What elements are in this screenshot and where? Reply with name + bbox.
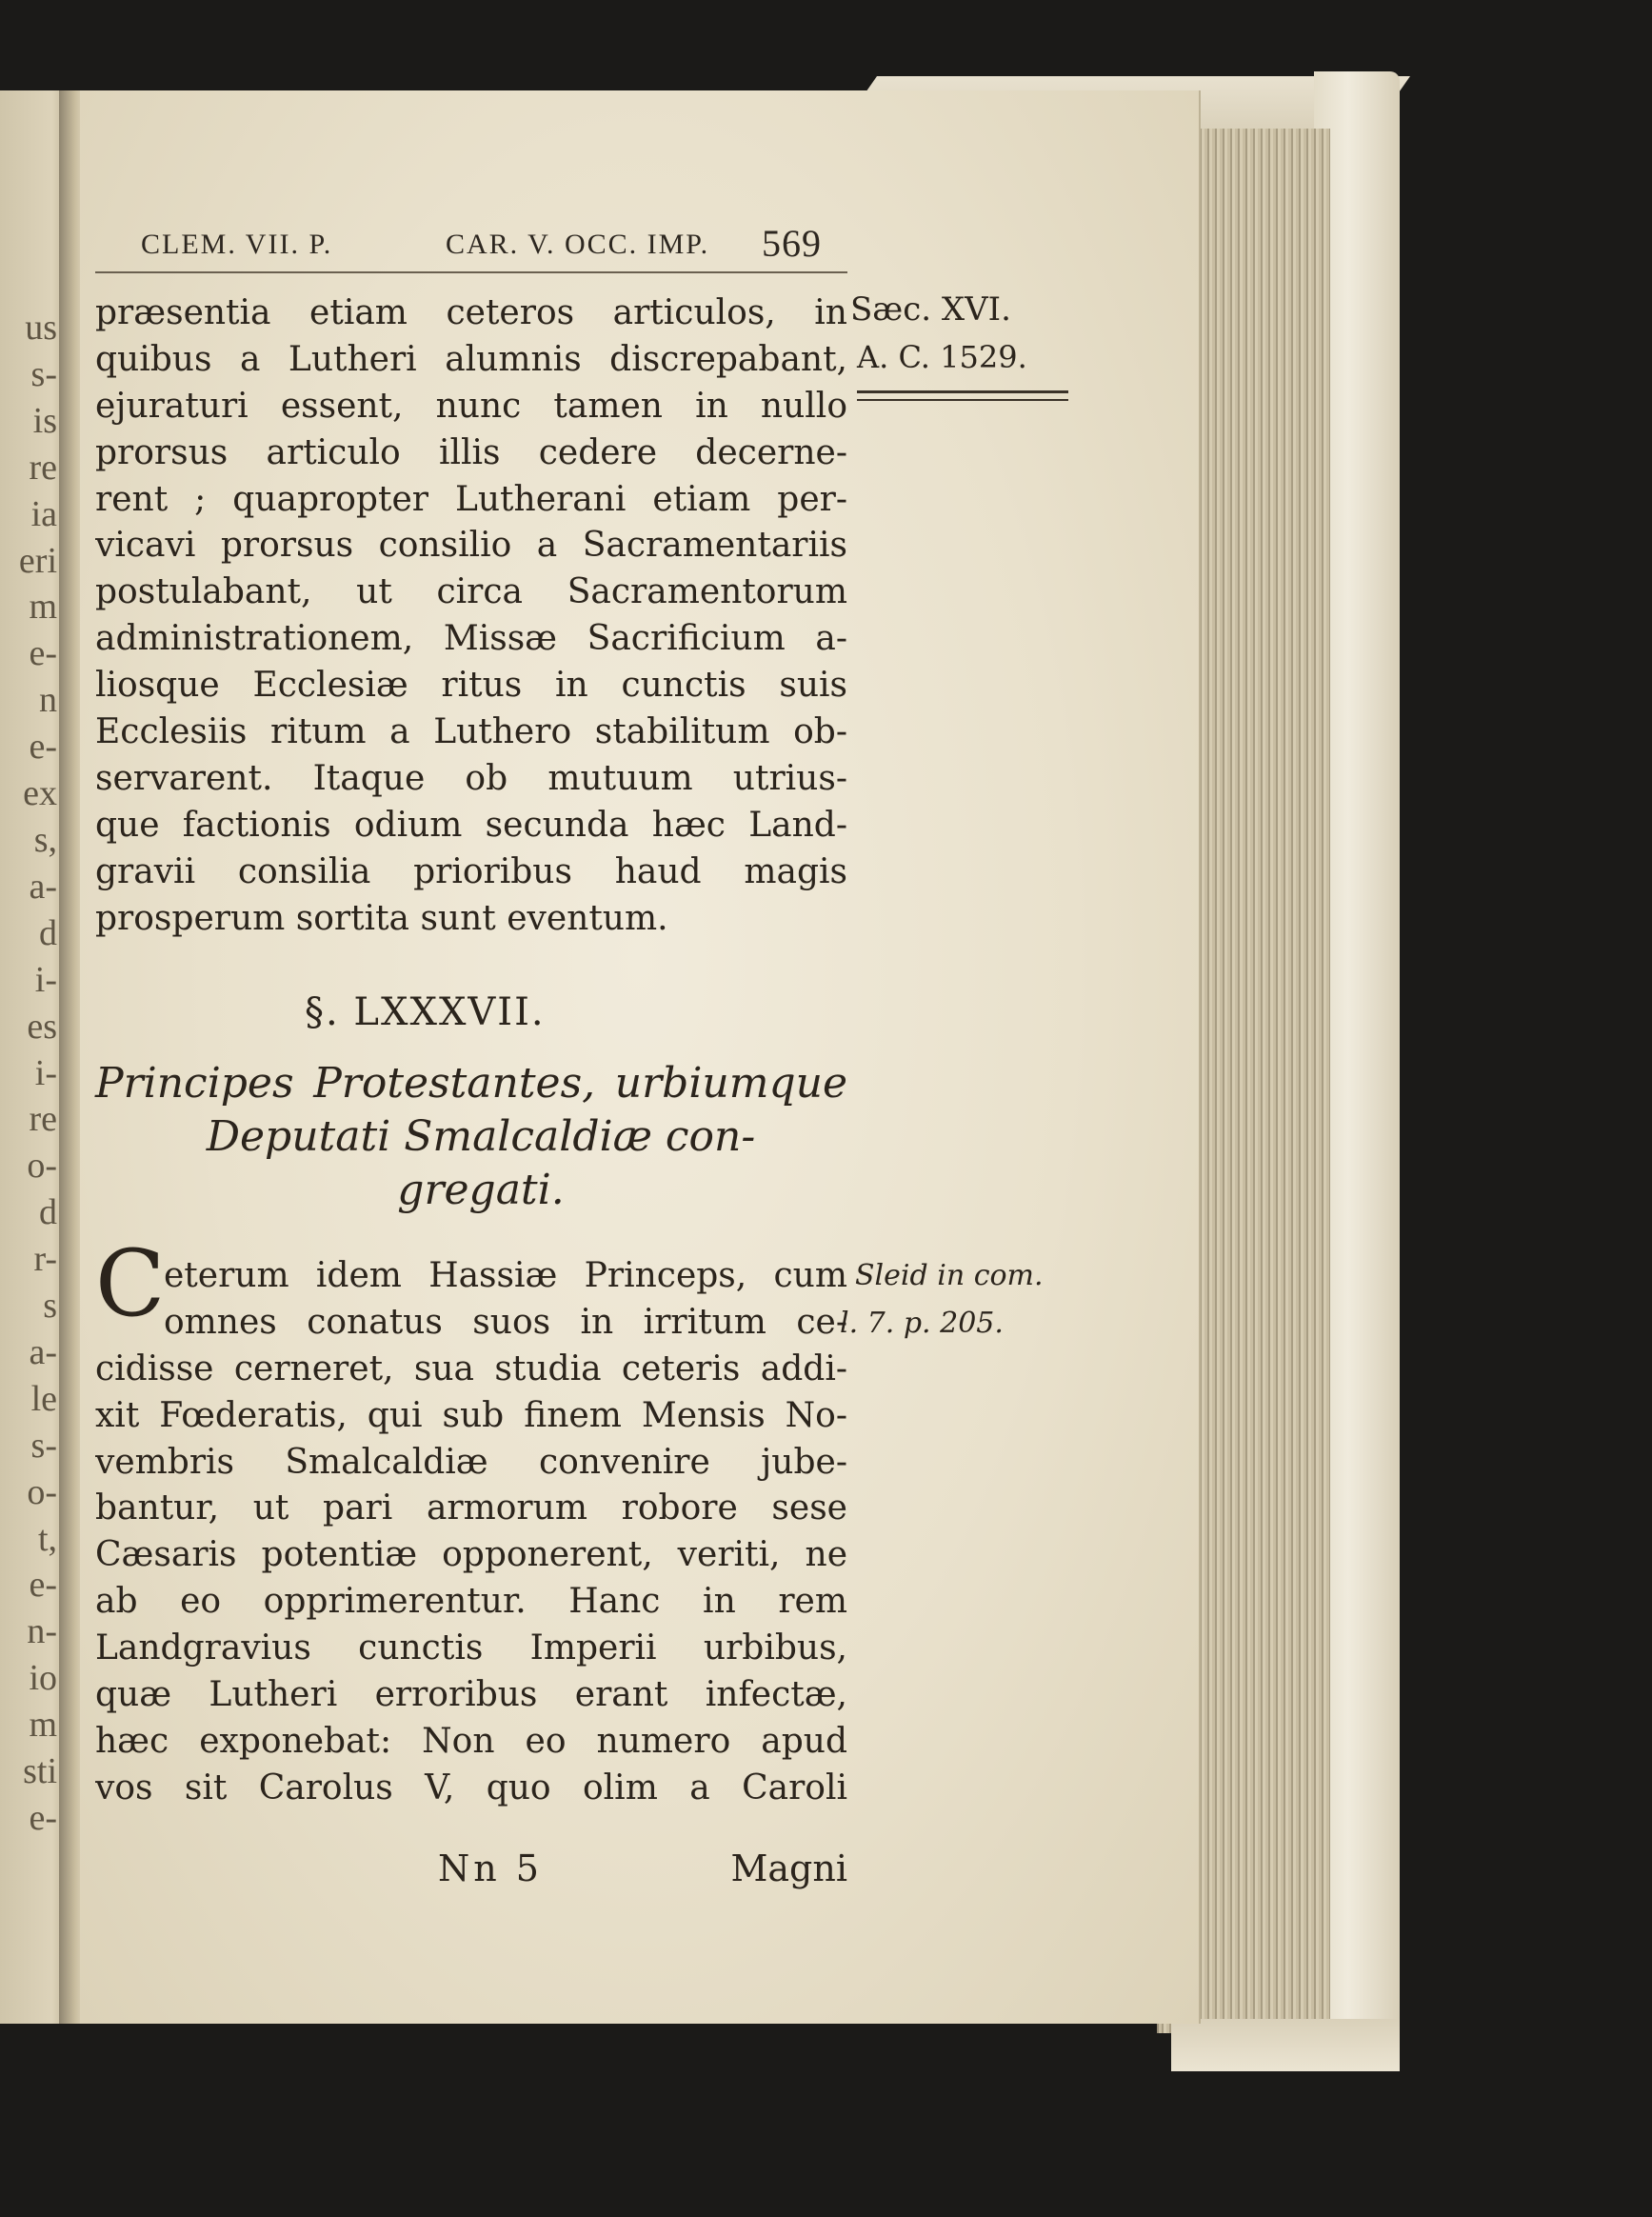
left-page-fragment: es	[27, 1006, 57, 1047]
catchword: Magni	[730, 1848, 847, 1889]
page-number: 569	[762, 222, 822, 265]
text-line: xit Fœderatis, qui sub finem Mensis No-	[95, 1395, 847, 1435]
left-page-fragment: n	[39, 680, 57, 721]
text-line: gravii consilia prioribus haud magis	[95, 851, 847, 891]
left-page-fragment: s-	[30, 1425, 57, 1466]
text-line: Cæsaris potentiæ opponerent, veriti, ne	[95, 1535, 847, 1575]
text-line: ab eo opprimerentur. Hanc in rem	[95, 1582, 847, 1622]
title-word: urbiumque	[614, 1059, 847, 1108]
left-page-fragment: re	[29, 447, 57, 488]
left-page-fragment: le	[30, 1378, 57, 1419]
text-line: prorsus articulo illis cedere decerne-	[95, 432, 847, 472]
left-page-fragment: o-	[27, 1471, 57, 1512]
margin-note-reference-2: l. 7. p. 205.	[840, 1307, 1004, 1340]
left-page-fragment: e-	[29, 633, 57, 674]
left-page-fragment: ex	[23, 773, 57, 814]
text-line: vos sit Carolus V, quo olim a Caroli	[95, 1768, 847, 1808]
text-line: que factionis odium secunda hæc Land-	[95, 805, 847, 845]
left-page-fragment: r-	[33, 1239, 57, 1280]
left-page-fragment: e-	[29, 1565, 57, 1606]
running-head	[141, 222, 865, 267]
left-page-fragment: is	[32, 400, 57, 441]
text-line: vicavi prorsus consilio a Sacramentariis	[95, 526, 847, 566]
left-page-fragment: i-	[34, 1052, 57, 1093]
left-page-fragment: e-	[29, 727, 57, 768]
text-line: Ecclesiis ritum a Luthero stabilitum ob-	[95, 712, 847, 752]
running-head-emperor: CAR. V. OCC. IMP.	[446, 229, 710, 260]
section-title-line-1	[95, 1057, 847, 1110]
left-page-fragment: a-	[29, 1331, 57, 1372]
section-title-line-2: Deputati Smalcaldiæ con-	[206, 1112, 756, 1161]
left-page-fragment: d	[39, 912, 57, 953]
signature-mark: Nn 5	[438, 1848, 543, 1889]
text-line: hæc exponebat: Non eo numero apud	[95, 1721, 847, 1761]
left-page-text-fragments	[0, 305, 57, 1842]
left-page-fragment: eri	[18, 540, 57, 581]
margin-note-rule	[857, 390, 1068, 401]
catchline	[95, 1848, 847, 1895]
text-line: liosque Ecclesiæ ritus in cunctis suis	[95, 666, 847, 706]
left-page-fragment: io	[29, 1658, 57, 1699]
margin-note-saeculum: Sæc. XVI.	[850, 290, 1011, 329]
left-page-fragment: i-	[34, 959, 57, 1000]
text-line: ejuraturi essent, nunc tamen in nullo	[95, 386, 847, 426]
left-page-fragment: us	[25, 308, 57, 348]
text-line: postulabant, ut circa Sacramentorum	[95, 572, 847, 612]
title-word: Protestantes,	[313, 1059, 596, 1108]
left-page-fragment: n-	[27, 1611, 57, 1652]
left-page-fragment: d	[39, 1192, 57, 1233]
left-page-fragment: s-	[30, 353, 57, 394]
text-line: Landgravius cunctis Imperii urbibus,	[95, 1628, 847, 1668]
cover-bottom-edge	[1171, 2019, 1400, 2071]
left-page-fragment: sti	[23, 1751, 57, 1792]
text-line: servarent. Itaque ob mutuum utrius-	[95, 758, 847, 798]
margin-note-year: A. C. 1529.	[857, 339, 1027, 375]
paragraph-2	[95, 1252, 847, 1811]
text-line: quibus a Lutheri alumnis discrepabant,	[95, 339, 847, 379]
left-page-fragment: t,	[37, 1518, 57, 1559]
section-number: §. LXXXVII.	[305, 990, 546, 1034]
text-line: prosperum sortita sunt eventum.	[95, 898, 668, 938]
left-page-fragment: s,	[33, 819, 57, 860]
left-page-fragment: re	[29, 1099, 57, 1140]
running-head-pope: CLEM. VII. P.	[141, 229, 333, 260]
left-page-fragment: ia	[30, 493, 57, 534]
section-title	[95, 1057, 847, 1217]
paragraph-1	[95, 290, 847, 942]
title-word: Principes	[95, 1059, 294, 1108]
left-page-fragment: m	[29, 1705, 57, 1746]
text-line: omnes conatus suos in irritum ce-	[164, 1302, 847, 1342]
section-title-line-3: gregati.	[397, 1166, 565, 1214]
left-page-fragment: a-	[29, 866, 57, 907]
text-line: quæ Lutheri erroribus erant infectæ,	[95, 1675, 847, 1715]
header-rule	[95, 271, 847, 273]
left-page-fragment: s	[43, 1286, 57, 1327]
margin-note-reference-1: Sleid in com.	[855, 1259, 1044, 1292]
drop-cap: C	[95, 1230, 166, 1337]
left-page-fragment: m	[29, 587, 57, 628]
text-line: bantur, ut pari armorum robore sese	[95, 1488, 847, 1528]
left-page-fragment: o-	[27, 1146, 57, 1187]
text-line: eterum idem Hassiæ Princeps, cum	[164, 1256, 847, 1295]
text-line: rent ; quapropter Lutherani etiam per-	[95, 479, 847, 519]
left-page-fragment: e-	[29, 1798, 57, 1838]
text-line: cidisse cerneret, sua studia ceteris addi-	[95, 1348, 847, 1388]
text-line: administrationem, Missæ Sacrificium a-	[95, 619, 847, 659]
text-line: præsentia etiam ceteros articulos, in	[95, 293, 847, 332]
text-line: vembris Smalcaldiæ convenire jube-	[95, 1442, 847, 1482]
